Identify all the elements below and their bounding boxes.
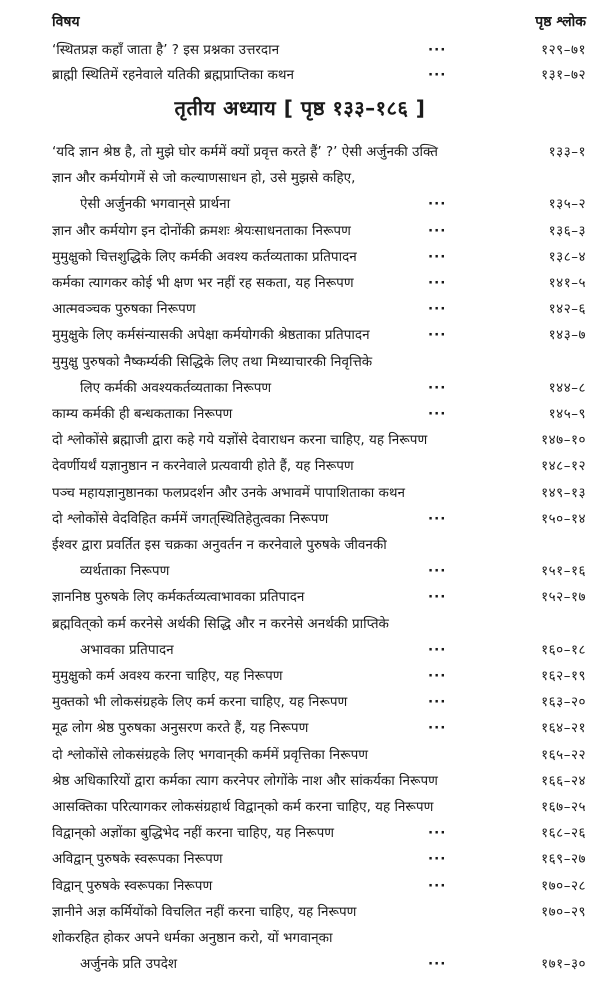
page-verse-ref: १६६–२४ bbox=[541, 772, 586, 789]
leader-dots: ··· bbox=[428, 510, 447, 527]
entry-title: ज्ञान और कर्मयोग इन दोनोंकी क्रमशः श्रेयःसाधनताका निरूपण bbox=[52, 222, 351, 239]
page-verse-ref: १६३–२० bbox=[541, 694, 586, 711]
chapter-heading: तृतीय अध्याय [ पृष्ठ १३३–१८६ ] bbox=[174, 96, 426, 120]
entry-title: अर्जुनके प्रति उपदेश bbox=[80, 956, 178, 973]
index-entry bbox=[0, 63, 600, 87]
index-entry bbox=[0, 323, 600, 347]
index-entry bbox=[0, 454, 600, 478]
leader-dots: ··· bbox=[428, 275, 447, 291]
leader-dots: ··· bbox=[428, 589, 447, 606]
index-entry bbox=[0, 350, 600, 374]
page-verse-ref: १६८–२६ bbox=[541, 825, 586, 842]
leader-dots: ··· bbox=[428, 196, 447, 213]
index-entry bbox=[0, 245, 600, 269]
leader-dots: ··· bbox=[428, 720, 447, 737]
index-entry bbox=[0, 376, 600, 400]
leader-dots: ··· bbox=[428, 248, 447, 265]
entry-title: मुमुक्षुके लिए कर्मसंन्यासकी अपेक्षा कर्मयोगकी श्रेष्ठताका प्रतिपादन bbox=[52, 327, 370, 344]
index-entry bbox=[0, 638, 600, 662]
index-entry bbox=[0, 192, 600, 216]
entry-title: ज्ञानीने अज्ञ कर्मियोंको विचलित नहीं करना चाहिए, यह निरूपण bbox=[52, 903, 357, 920]
index-entry bbox=[0, 559, 600, 583]
index-entry bbox=[0, 140, 600, 164]
index-entry bbox=[0, 900, 600, 924]
leader-dots: ··· bbox=[428, 694, 447, 711]
leader-dots: ··· bbox=[428, 668, 447, 684]
column-header-page-verse: पृष्ठ श्लोक bbox=[535, 14, 586, 30]
page-verse-ref: १६५–२२ bbox=[541, 746, 586, 763]
index-entry bbox=[0, 874, 600, 898]
entry-title: मुमुक्षु पुरुषको नैष्कर्म्यकी सिद्धिके लिए तथा मिथ्याचारकी निवृत्तिके bbox=[52, 353, 373, 370]
entry-title: मूढ लोग श्रेष्ठ पुरुषका अनुसरण करते हैं, यह निरूपण bbox=[52, 720, 309, 737]
entry-title: ईश्वर द्वारा प्रवर्तित इस चक्रका अनुवर्तन न करनेवाले पुरुषके जीवनकी bbox=[52, 537, 387, 553]
entry-title: ‘स्थितप्रज्ञ कहाँ जाता है’ ? इस प्रश्नका उत्तरदान bbox=[52, 42, 280, 58]
entry-title: दो श्लोकोंसे लोकसंग्रहके लिए भगवान्‌की कर्ममें प्रवृत्तिका निरूपण bbox=[52, 746, 369, 763]
leader-dots: ··· bbox=[428, 825, 447, 842]
index-entry bbox=[0, 690, 600, 714]
entry-title: ज्ञाननिष्ठ पुरुषके लिए कर्मकर्तव्यत्वाभावका प्रतिपादन bbox=[52, 589, 305, 606]
entry-title: काम्य कर्मकी ही बन्धकताका निरूपण bbox=[52, 406, 233, 422]
leader-dots: ··· bbox=[428, 956, 447, 973]
leader-dots: ··· bbox=[428, 379, 447, 396]
page-verse-ref: १४९–१३ bbox=[541, 484, 586, 501]
entry-title: आसक्तिका परित्यागकर लोकसंग्रहार्थ विद्वान्‌को कर्म करना चाहिए, यह निरूपण bbox=[52, 799, 434, 815]
entry-title: लिए कर्मकी अवश्यकर्तव्यताका निरूपण bbox=[80, 379, 272, 396]
index-entry bbox=[0, 716, 600, 740]
index-entry bbox=[0, 585, 600, 609]
index-entry bbox=[0, 612, 600, 636]
leader-dots: ··· bbox=[428, 877, 447, 894]
entry-title: शोकरहित होकर अपने धर्मका अनुष्ठान करो, यों भगवान्‌का bbox=[52, 930, 333, 946]
page-verse-ref: १५१–१६ bbox=[541, 563, 586, 580]
page-verse-ref: १६७–२५ bbox=[541, 799, 586, 815]
entry-title: दो श्लोकोंसे वेदविहित कर्ममें जगत्‌स्थितिहेतुत्वका निरूपण bbox=[52, 510, 329, 527]
index-entry bbox=[0, 952, 600, 976]
entry-title: व्यर्थताका निरूपण bbox=[80, 563, 170, 580]
page-verse-ref: १४१–५ bbox=[548, 275, 586, 291]
entry-title: ऐसी अर्जुनकी भगवान्‌से प्रार्थना bbox=[80, 196, 231, 213]
index-entry bbox=[0, 297, 600, 321]
leader-dots: ··· bbox=[428, 851, 447, 868]
index-entry bbox=[0, 664, 600, 688]
entry-title: विद्वान्‌को अज्ञोंका बुद्धिभेद नहीं करना चाहिए, यह निरूपण bbox=[52, 825, 335, 842]
leader-dots: ··· bbox=[428, 641, 447, 658]
leader-dots: ··· bbox=[428, 42, 447, 58]
index-entry bbox=[0, 481, 600, 505]
page-verse-ref: १४५–९ bbox=[548, 406, 586, 422]
page-verse-ref: १३८–४ bbox=[548, 248, 586, 265]
page-verse-ref: १७०–२९ bbox=[541, 903, 586, 920]
entry-title: मुमुक्षुको चित्तशुद्धिके लिए कर्मकी अवश्य कर्तव्यताका प्रतिपादन bbox=[52, 248, 357, 265]
leader-dots: ··· bbox=[428, 563, 447, 580]
index-entry bbox=[0, 402, 600, 426]
page-verse-ref: १४८–१२ bbox=[541, 458, 586, 475]
index-entry bbox=[0, 533, 600, 557]
entry-title: आत्मवञ्चक पुरुषका निरूपण bbox=[52, 301, 196, 318]
entry-title: कर्मका त्यागकर कोई भी क्षण भर नहीं रह सकता, यह निरूपण bbox=[52, 275, 354, 291]
leader-dots: ··· bbox=[428, 327, 447, 344]
leader-dots: ··· bbox=[428, 67, 447, 83]
index-entry bbox=[0, 166, 600, 190]
page-verse-ref: १५०–१४ bbox=[541, 510, 586, 527]
entry-title: ज्ञान और कर्मयोगमें से जो कल्याणसाधन हो, उसे मुझसे कहिए, bbox=[52, 170, 356, 187]
index-entry bbox=[0, 769, 600, 793]
page-verse-ref: १७१–३० bbox=[541, 956, 586, 973]
entry-title: अभावका प्रतिपादन bbox=[80, 641, 174, 658]
entry-title: पञ्च महायज्ञानुष्ठानका फलप्रदर्शन और उनके अभावमें पापाशिताका कथन bbox=[52, 484, 405, 501]
index-entry bbox=[0, 795, 600, 819]
index-entry bbox=[0, 38, 600, 62]
index-entry bbox=[0, 271, 600, 295]
index-entry bbox=[0, 219, 600, 243]
column-header-subject: विषय bbox=[52, 14, 80, 30]
leader-dots: ··· bbox=[428, 301, 447, 318]
page-verse-ref: १२९–७१ bbox=[541, 42, 586, 58]
page-verse-ref: १३५–२ bbox=[548, 196, 586, 213]
page-verse-ref: १६९–२७ bbox=[541, 851, 586, 868]
page-verse-ref: १५२–१७ bbox=[541, 589, 586, 606]
entry-title: श्रेष्ठ अधिकारियों द्वारा कर्मका त्याग करनेपर लोगोंके नाश और सांकर्यका निरूपण bbox=[52, 772, 438, 789]
index-entry bbox=[0, 743, 600, 767]
page-verse-ref: १४४–८ bbox=[548, 379, 586, 396]
leader-dots: ··· bbox=[428, 222, 447, 239]
index-entry bbox=[0, 926, 600, 950]
leader-dots: ··· bbox=[428, 406, 447, 422]
index-entry bbox=[0, 428, 600, 452]
page-verse-ref: १७०–२८ bbox=[541, 877, 586, 894]
entry-title: ब्राह्मी स्थितिमें रहनेवाले यतिकी ब्रह्मप्राप्तिका कथन bbox=[52, 67, 294, 83]
entry-title: मुमुक्षुको कर्म अवश्य करना चाहिए, यह निरूपण bbox=[52, 668, 283, 684]
index-entry bbox=[0, 821, 600, 845]
page-verse-ref: १४७–१० bbox=[541, 432, 586, 449]
page-verse-ref: १६२–१९ bbox=[541, 668, 586, 684]
page-verse-ref: १३३–१ bbox=[548, 144, 586, 160]
entry-title: देवर्णीयर्थं यज्ञानुष्ठान न करनेवाले प्रत्यवायी होते हैं, यह निरूपण bbox=[52, 458, 354, 475]
page-verse-ref: १६४–२१ bbox=[541, 720, 586, 737]
entry-title: अविद्वान् पुरुषके स्वरूपका निरूपण bbox=[52, 851, 223, 868]
page-verse-ref: १३६–३ bbox=[548, 222, 586, 239]
entry-title: दो श्लोकोंसे ब्रह्माजी द्वारा कहे गये यज्ञोंसे देवाराधन करना चाहिए, यह निरूपण bbox=[52, 432, 428, 449]
entry-title: ब्रह्मवित्‌को कर्म करनेसे अर्थकी सिद्धि और न करनेसे अनर्थकी प्राप्तिके bbox=[52, 615, 389, 632]
page-verse-ref: १६०–१८ bbox=[541, 641, 586, 658]
index-entry bbox=[0, 847, 600, 871]
entry-title: ‘यदि ज्ञान श्रेष्ठ है, तो मुझे घोर कर्ममें क्यों प्रवृत्त करते हैं’ ?’ ऐसी अर्जुनकी उक्ति bbox=[52, 144, 438, 160]
page-verse-ref: १४३–७ bbox=[548, 327, 586, 344]
entry-title: विद्वान् पुरुषके स्वरूपका निरूपण bbox=[52, 877, 213, 894]
entry-title: मुक्तको भी लोकसंग्रहके लिए कर्म करना चाहिए, यह निरूपण bbox=[52, 694, 348, 711]
page-verse-ref: १३१–७२ bbox=[541, 67, 586, 83]
page-verse-ref: १४२–६ bbox=[548, 301, 586, 318]
index-entry bbox=[0, 507, 600, 531]
